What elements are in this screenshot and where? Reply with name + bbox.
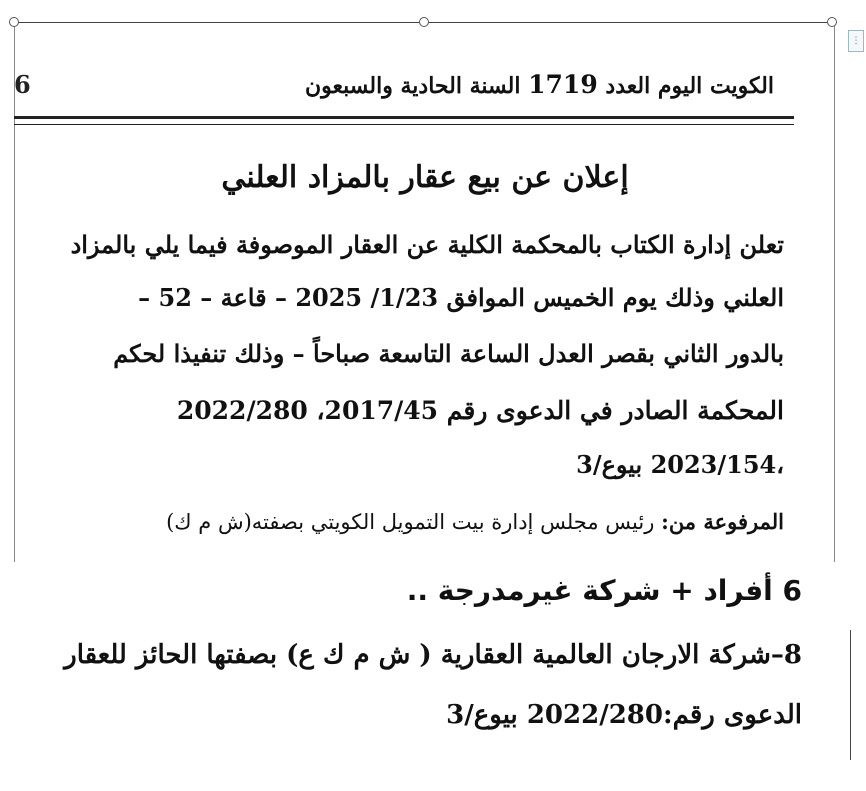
announcement-line-3: بالدور الثاني بقصر العدل الساعة التاسعة صباحاً – وذلك تنفيذا لحكم [113,339,784,368]
announcement-title: إعلان عن بيع عقار بالمزاد العلني [221,160,629,195]
announcement-line-1: تعلن إدارة الكتاب بالمحكمة الكلية عن العقار الموصوفة فيما يلي بالمزاد [70,230,784,259]
text-cursor-bar [850,630,851,760]
page-number-fragment: 6 [14,70,31,99]
notes-heading: 6 أفراد + شركة غيرمدرجة .. [406,574,802,607]
announcement-line-5: ،2023/154 بيوع/3 [576,450,784,479]
notes-line-2: الدعوى رقم:2022/280 بيوع/3 [446,700,802,730]
selection-frame-left [14,22,15,562]
filed-by-value: رئيس مجلس إدارة بيت التمويل الكويتي بصفته(ش م ك) [166,510,655,534]
header-rule-thin [14,124,794,125]
header-rule-thick [14,116,794,119]
running-header [305,70,774,99]
issue-number: 1719 [528,70,598,99]
announcement-line-2: العلني وذلك يوم الخميس الموافق 1/23/ 2025 – قاعة – 52 – [138,283,784,312]
layout-options-icon[interactable]: ⋮ [848,30,864,52]
filed-by-label: المرفوعة من: [661,509,784,534]
resize-handle-top-right[interactable] [827,17,837,27]
resize-handle-top-left[interactable] [9,17,19,27]
filed-by-line [166,509,784,534]
announcement-line-4: المحكمة الصادر في الدعوى رقم 2017/45، 2022/280 [176,396,784,425]
selection-frame-right [834,22,835,562]
resize-handle-top-center[interactable] [419,17,429,27]
notes-line-1: 8–شركة الارجان العالمية العقارية ( ش م ك ع) بصفتها الحائز للعقار [64,640,802,670]
gazette-name: الكويت اليوم العدد [605,73,774,99]
year-text: السنة الحادية والسبعون [305,73,521,99]
